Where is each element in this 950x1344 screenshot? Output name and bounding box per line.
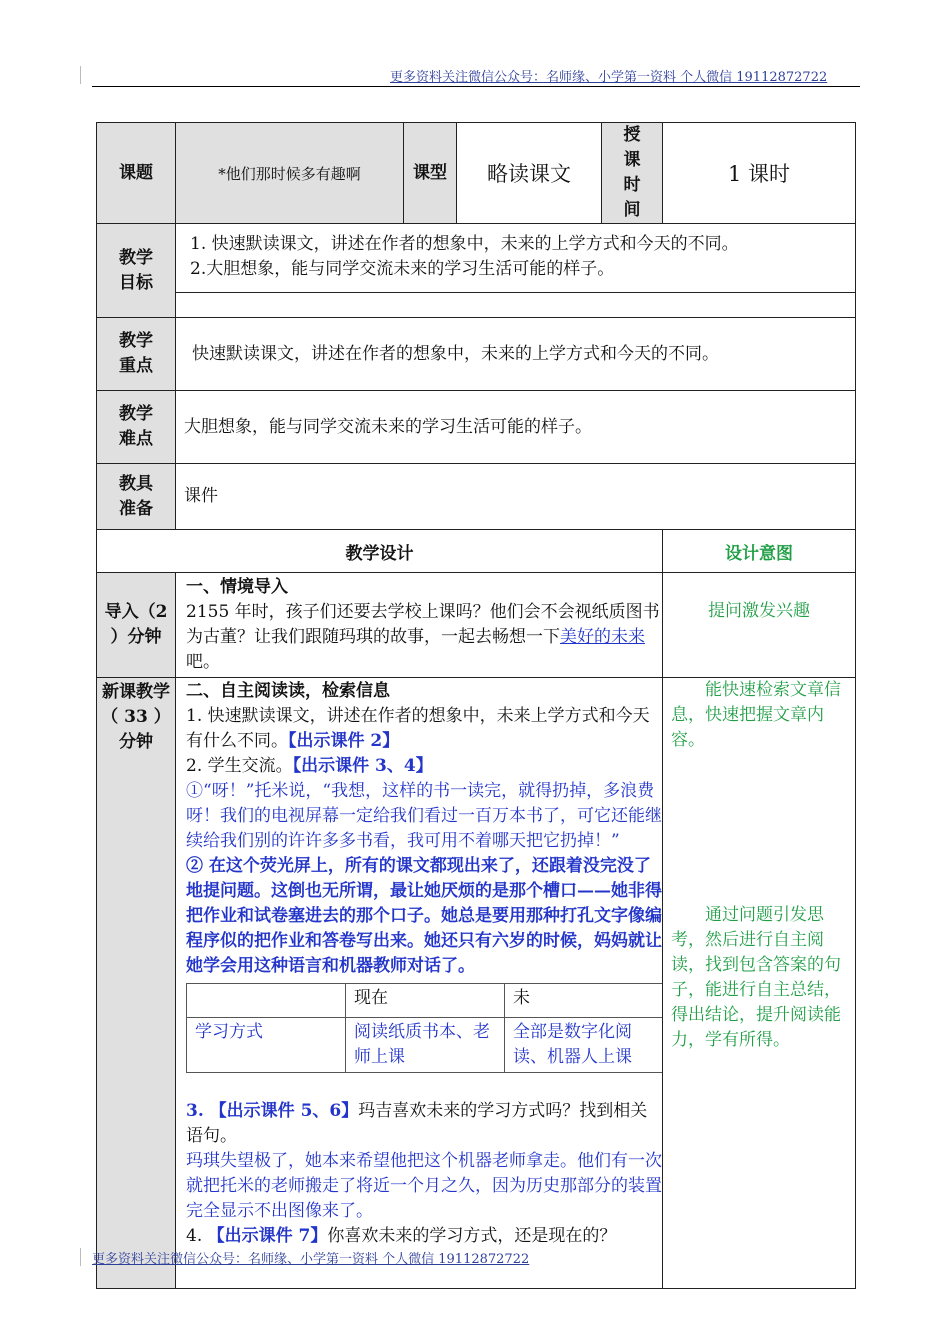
goals-row — [97, 224, 856, 318]
lesson-intent-cell — [663, 678, 856, 1289]
intro-row — [97, 573, 856, 678]
tools-label: 教具准备 — [97, 464, 176, 530]
type-value: 略读课文 — [457, 123, 602, 224]
key-points-text: 快速默读课文，讲述在作者的想象中，未来的上学方式和今天的不同。 — [176, 318, 856, 391]
comparison-row-label: 学习方式 — [187, 1018, 346, 1073]
quote-1: ①“呀！”托米说，“我想，这样的书一读完，就得扔掉，多浪费呀！我们的电视屏幕一定给我们看过一百万本书了，可它还能继续给我们别的许许多多书看，我可用不着哪天把它扔掉！” — [186, 781, 662, 851]
comparison-header-empty — [187, 984, 346, 1018]
goals-cell — [176, 224, 856, 318]
comparison-future-value: 全部是数字化阅读、机器人上课 — [505, 1018, 663, 1073]
lesson-title: 二、自主阅读读，检索信息 — [186, 681, 390, 701]
quote-2: ② 在这个荧光屏上，所有的课文都现出来了，还跟着没完没了地提问题。这倒也无所谓，最让她厌烦的是那个槽口——她非得把作业和试卷塞进去的那个口子。她总是要用那种打孔文字像编程序似的把作业和答卷写出来。她还只有六岁的时候，妈妈就让她学会用这种语言和机器教师对话了。 — [186, 856, 662, 976]
footer-divider-tick — [80, 1248, 81, 1266]
tools-row — [97, 464, 856, 530]
step-3-text: 玛吉喜欢未来的学习方式吗？找到相关语句。 — [186, 1101, 648, 1146]
comparison-header-now: 现在 — [346, 984, 505, 1018]
difficulties-row — [97, 391, 856, 464]
step-2-text: 2. 学生交流。 — [186, 756, 293, 776]
header-divider-tick — [80, 66, 81, 84]
lesson-plan-table — [96, 122, 856, 1289]
comparison-row — [187, 1018, 663, 1073]
lesson-step-1 — [186, 704, 662, 754]
lesson-label: 新课教学（ 33 ）分钟 — [97, 678, 176, 1289]
time-value: 1 课时 — [663, 123, 856, 224]
key-points-row — [97, 318, 856, 391]
intro-text-end: 吧。 — [186, 652, 220, 672]
lesson-cell — [176, 678, 663, 1289]
step-4-text: 你喜欢未来的学习方式，还是现在的？ — [327, 1226, 617, 1246]
header-promo-link[interactable]: 更多资料关注微信公众号：名师缘、小学第一资料 个人微信 19112872722 — [390, 70, 828, 85]
design-header-row — [97, 530, 856, 573]
goal-item: 2.大胆想象，能与同学交流未来的学习生活可能的样子。 — [190, 259, 615, 279]
goals-label: 教学目标 — [97, 224, 176, 318]
info-row — [97, 123, 856, 224]
goals-list — [176, 224, 855, 293]
comparison-table — [186, 983, 663, 1073]
lesson-step-3 — [186, 1099, 662, 1149]
step-4-number: 4. — [186, 1226, 208, 1246]
comparison-header-row — [187, 984, 663, 1018]
courseware-tag: 【出示课件 3、4】 — [292, 756, 433, 776]
goal-item: 1. 快速默读课文，讲述在作者的想象中，未来的上学方式和今天的不同。 — [190, 234, 739, 254]
courseware-tag: 【出示课件 2】 — [288, 731, 400, 751]
time-label: 授课时间 — [602, 123, 663, 224]
difficulties-text: 大胆想象，能与同学交流未来的学习生活可能的样子。 — [176, 391, 856, 464]
difficulties-label: 教学难点 — [97, 391, 176, 464]
intro-intent: 提问激发兴趣 — [663, 573, 856, 678]
step-1-text: 1. 快速默读课文，讲述在作者的想象中，未来上学方式和今天有什么不同。 — [186, 706, 650, 751]
intro-title: 一、情境导入 — [186, 577, 288, 597]
intent-header: 设计意图 — [663, 530, 856, 573]
key-points-label: 教学重点 — [97, 318, 176, 391]
lesson-row — [97, 678, 856, 1289]
courseware-tag: 【出示课件 7】 — [207, 1226, 328, 1246]
intro-link[interactable]: 美好的未来 — [560, 627, 645, 647]
topic-value: *他们那时候多有趣啊 — [176, 123, 404, 224]
topic-label: 课题 — [97, 123, 176, 224]
design-header: 教学设计 — [97, 530, 663, 573]
lesson-step-2 — [186, 754, 662, 779]
intro-paragraph — [186, 600, 662, 675]
intro-label: 导入（2 ）分钟 — [97, 573, 176, 678]
header-rule — [92, 86, 860, 87]
lesson-intent-2: 通过问题引发思考，然后进行自主阅读，找到包含答案的句子，能进行自主总结，得出结论，提升阅读能力，学有所得。 — [671, 905, 841, 1050]
comparison-header-future: 未 — [505, 984, 663, 1018]
lesson-step-4 — [186, 1224, 662, 1249]
footer-promo-link[interactable]: 更多资料关注微信公众号：名师缘、小学第一资料 个人微信 19112872722 — [92, 1252, 530, 1267]
tools-text: 课件 — [176, 464, 856, 530]
courseware-tag: 3. 【出示课件 5、6】 — [186, 1101, 359, 1121]
intro-text: 2155 年时，孩子们还要去学校上课吗？他们会不会视纸质图书为古董？让我们跟随玛琪的故事，一起去畅想一下 — [186, 602, 660, 647]
type-label: 课型 — [404, 123, 457, 224]
quote-3: 玛琪失望极了，她本来希望他把这个机器老师拿走。他们有一次就把托米的老师搬走了将近一个月之久，因为历史那部分的装置完全显示不出图像来了。 — [186, 1151, 662, 1221]
lesson-intent-1: 能快速检索文章信息，快速把握文章内容。 — [671, 680, 841, 750]
comparison-now-value: 阅读纸质书本、老师上课 — [346, 1018, 505, 1073]
intro-cell — [176, 573, 663, 678]
